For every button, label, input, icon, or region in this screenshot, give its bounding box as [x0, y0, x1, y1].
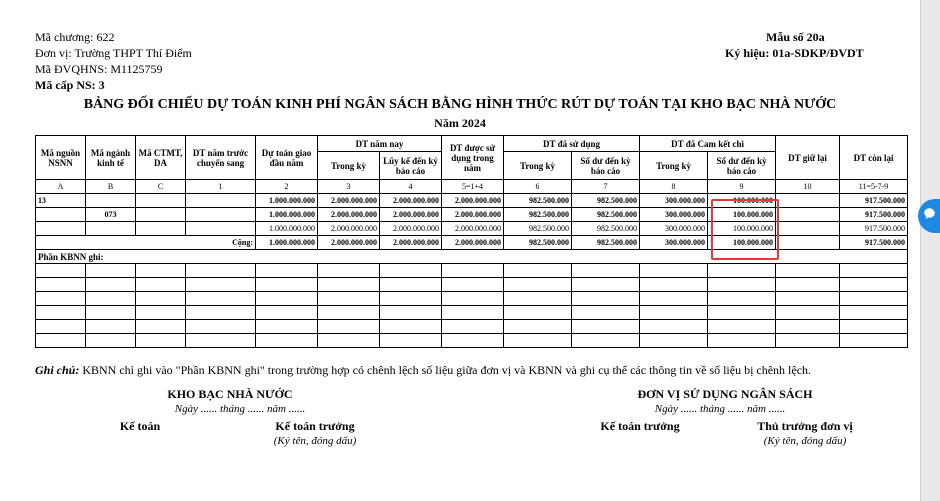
ma-ctmt-cell	[136, 222, 186, 236]
dt-nam-truoc-cell	[186, 208, 256, 222]
ma-nganh-cell	[86, 194, 136, 208]
kbnn-org: KHO BẠC NHÀ NƯỚC	[167, 387, 293, 401]
dt-nam-truoc-cell	[186, 194, 256, 208]
ky-hieu: Ký hiệu: 01a-SDKP/ĐVDT	[725, 46, 864, 60]
col-trong-ky-2: Trong kỳ	[504, 152, 572, 180]
don-vi: Đơn vị: Trường THPT Thí Điểm	[35, 46, 192, 60]
ke-toan-truong-left: Kế toán trưởng	[275, 419, 355, 433]
code-cell: 3	[318, 180, 380, 194]
code-cell: 8	[640, 180, 708, 194]
chat-icon	[923, 207, 936, 225]
mau-so: Mẫu số 20a	[766, 30, 825, 44]
value-cell: 982.500.000	[572, 222, 640, 236]
ma-nganh-cell	[86, 222, 136, 236]
empty-row	[36, 292, 908, 306]
note-label: Ghi chú:	[35, 363, 80, 377]
col-so-du-2: Số dư đến kỳ báo cáo	[708, 152, 776, 180]
col-ma-nganh: Mã ngành kinh tế	[86, 136, 136, 180]
ma-dvqhns: Mã ĐVQHNS: M1125759	[35, 62, 163, 76]
value-cell: 2.000.000.000	[318, 222, 380, 236]
code-row	[36, 180, 908, 194]
col-ma-ctmt: Mã CTMT, DA	[136, 136, 186, 180]
value-cell: 2.000.000.000	[318, 194, 380, 208]
col-dt-nam-nay: DT năm nay	[318, 136, 442, 152]
ma-ctmt-cell	[136, 208, 186, 222]
col-so-du-1: Số dư đến kỳ báo cáo	[572, 152, 640, 180]
total-cell	[776, 236, 840, 250]
col-ma-nguon: Mã nguồn NSNN	[36, 136, 86, 180]
total-label: Cộng:	[36, 236, 256, 250]
value-cell	[776, 194, 840, 208]
code-cell: 5=1+4	[442, 180, 504, 194]
dvsd-sign-note: (Ký tên, đóng dấu)	[763, 435, 847, 447]
total-cell: 2.000.000.000	[318, 236, 380, 250]
code-cell: 7	[572, 180, 640, 194]
total-cell: 917.500.000	[840, 236, 908, 250]
col-dt-duoc-su-dung: DT được sử dụng trong năm	[442, 136, 504, 180]
col-du-toan-giao: Dự toán giao đầu năm	[256, 136, 318, 180]
ma-ctmt-cell	[136, 194, 186, 208]
chat-widget-button[interactable]	[918, 199, 940, 233]
col-dt-da-su-dung: DT đã sử dụng	[504, 136, 640, 152]
col-dt-da-cam-ket: DT đã Cam kết chi	[640, 136, 776, 152]
total-cell: 982.500.000	[572, 236, 640, 250]
empty-row	[36, 278, 908, 292]
code-cell: A	[36, 180, 86, 194]
code-cell: 11=5-7-9	[840, 180, 908, 194]
ma-nguon-cell	[36, 208, 86, 222]
kbnn-date: Ngày ...... tháng ...... năm ......	[174, 403, 306, 415]
value-cell: 917.500.000	[840, 222, 908, 236]
value-cell: 300.000.000	[640, 194, 708, 208]
value-cell: 300.000.000	[640, 208, 708, 222]
dvsd-org: ĐƠN VỊ SỬ DỤNG NGÂN SÁCH	[637, 387, 813, 401]
col-dt-con-lai: DT còn lại	[840, 136, 908, 180]
code-cell: 2	[256, 180, 318, 194]
empty-row	[36, 334, 908, 348]
code-cell: C	[136, 180, 186, 194]
total-cell: 300.000.000	[640, 236, 708, 250]
dt-nam-truoc-cell	[186, 222, 256, 236]
value-cell: 982.500.000	[572, 194, 640, 208]
kbnn-sign-note: (Ký tên, đóng dấu)	[273, 435, 357, 447]
total-cell: 982.500.000	[504, 236, 572, 250]
code-cell: 4	[380, 180, 442, 194]
ke-toan-truong-right: Kế toán trưởng	[600, 419, 680, 433]
code-cell: 10	[776, 180, 840, 194]
highlight-box	[711, 199, 779, 260]
empty-row	[36, 264, 908, 278]
kbnn-label: Phần KBNN ghi:	[36, 250, 908, 264]
value-cell: 1.000.000.000	[256, 194, 318, 208]
value-cell: 2.000.000.000	[318, 208, 380, 222]
value-cell: 1.000.000.000	[256, 208, 318, 222]
value-cell	[776, 222, 840, 236]
document-title: BẢNG ĐỐI CHIẾU DỰ TOÁN KINH PHÍ NGÂN SÁCH BẰNG HÌNH THỨC RÚT DỰ TOÁN TẠI KHO BẠC NHÀ NƯỚC	[83, 97, 837, 112]
value-cell: 2.000.000.000	[380, 194, 442, 208]
so-du-cam-ket-cell: 100.000.000	[708, 208, 776, 222]
dvsd-date: Ngày ...... tháng ...... năm ......	[654, 403, 786, 415]
value-cell: 2.000.000.000	[442, 194, 504, 208]
value-cell: 982.500.000	[504, 208, 572, 222]
ma-nguon-cell	[36, 222, 86, 236]
ma-nguon-cell: 13	[36, 194, 86, 208]
total-cell: 100.000.000	[708, 236, 776, 250]
value-cell: 917.500.000	[840, 194, 908, 208]
note	[35, 363, 811, 378]
ke-toan-label: Kế toán	[119, 419, 161, 433]
col-luy-ke: Lũy kế đến kỳ báo cáo	[380, 152, 442, 180]
total-cell: 1.000.000.000	[256, 236, 318, 250]
document-year: Năm 2024	[434, 116, 486, 130]
empty-row	[36, 320, 908, 334]
note-text: KBNN chỉ ghi vào "Phần KBNN ghi" trong trường hợp có chênh lệch số liệu giữa đơn vị và KBNN và ghi cụ thể các thông tin về số liệu bị chênh lệch.	[79, 363, 812, 377]
total-cell: 2.000.000.000	[380, 236, 442, 250]
col-dt-nam-truoc: DT năm trước chuyển sang	[186, 136, 256, 180]
so-du-cam-ket-cell: 100.000.000	[708, 194, 776, 208]
empty-row	[36, 306, 908, 320]
value-cell: 2.000.000.000	[380, 222, 442, 236]
value-cell: 982.500.000	[572, 208, 640, 222]
col-trong-ky-1: Trong kỳ	[318, 152, 380, 180]
ma-chuong: Mã chương: 622	[35, 30, 115, 44]
total-cell: 2.000.000.000	[442, 236, 504, 250]
so-du-cam-ket-cell: 100.000.000	[708, 222, 776, 236]
code-cell: 6	[504, 180, 572, 194]
ma-nganh-cell: 073	[86, 208, 136, 222]
value-cell: 917.500.000	[840, 208, 908, 222]
value-cell: 982.500.000	[504, 222, 572, 236]
value-cell: 982.500.000	[504, 194, 572, 208]
col-dt-giu-lai: DT giữ lại	[776, 136, 840, 180]
value-cell: 2.000.000.000	[442, 208, 504, 222]
value-cell	[776, 208, 840, 222]
value-cell: 2.000.000.000	[380, 208, 442, 222]
header-row-1	[36, 136, 908, 152]
col-trong-ky-3: Trong kỳ	[640, 152, 708, 180]
code-cell: 1	[186, 180, 256, 194]
value-cell: 1.000.000.000	[256, 222, 318, 236]
ma-cap-ns: Mã cấp NS: 3	[35, 78, 105, 92]
code-cell: B	[86, 180, 136, 194]
code-cell: 9	[708, 180, 776, 194]
value-cell: 300.000.000	[640, 222, 708, 236]
thu-truong-label: Thủ trưởng đơn vị	[757, 419, 853, 433]
value-cell: 2.000.000.000	[442, 222, 504, 236]
